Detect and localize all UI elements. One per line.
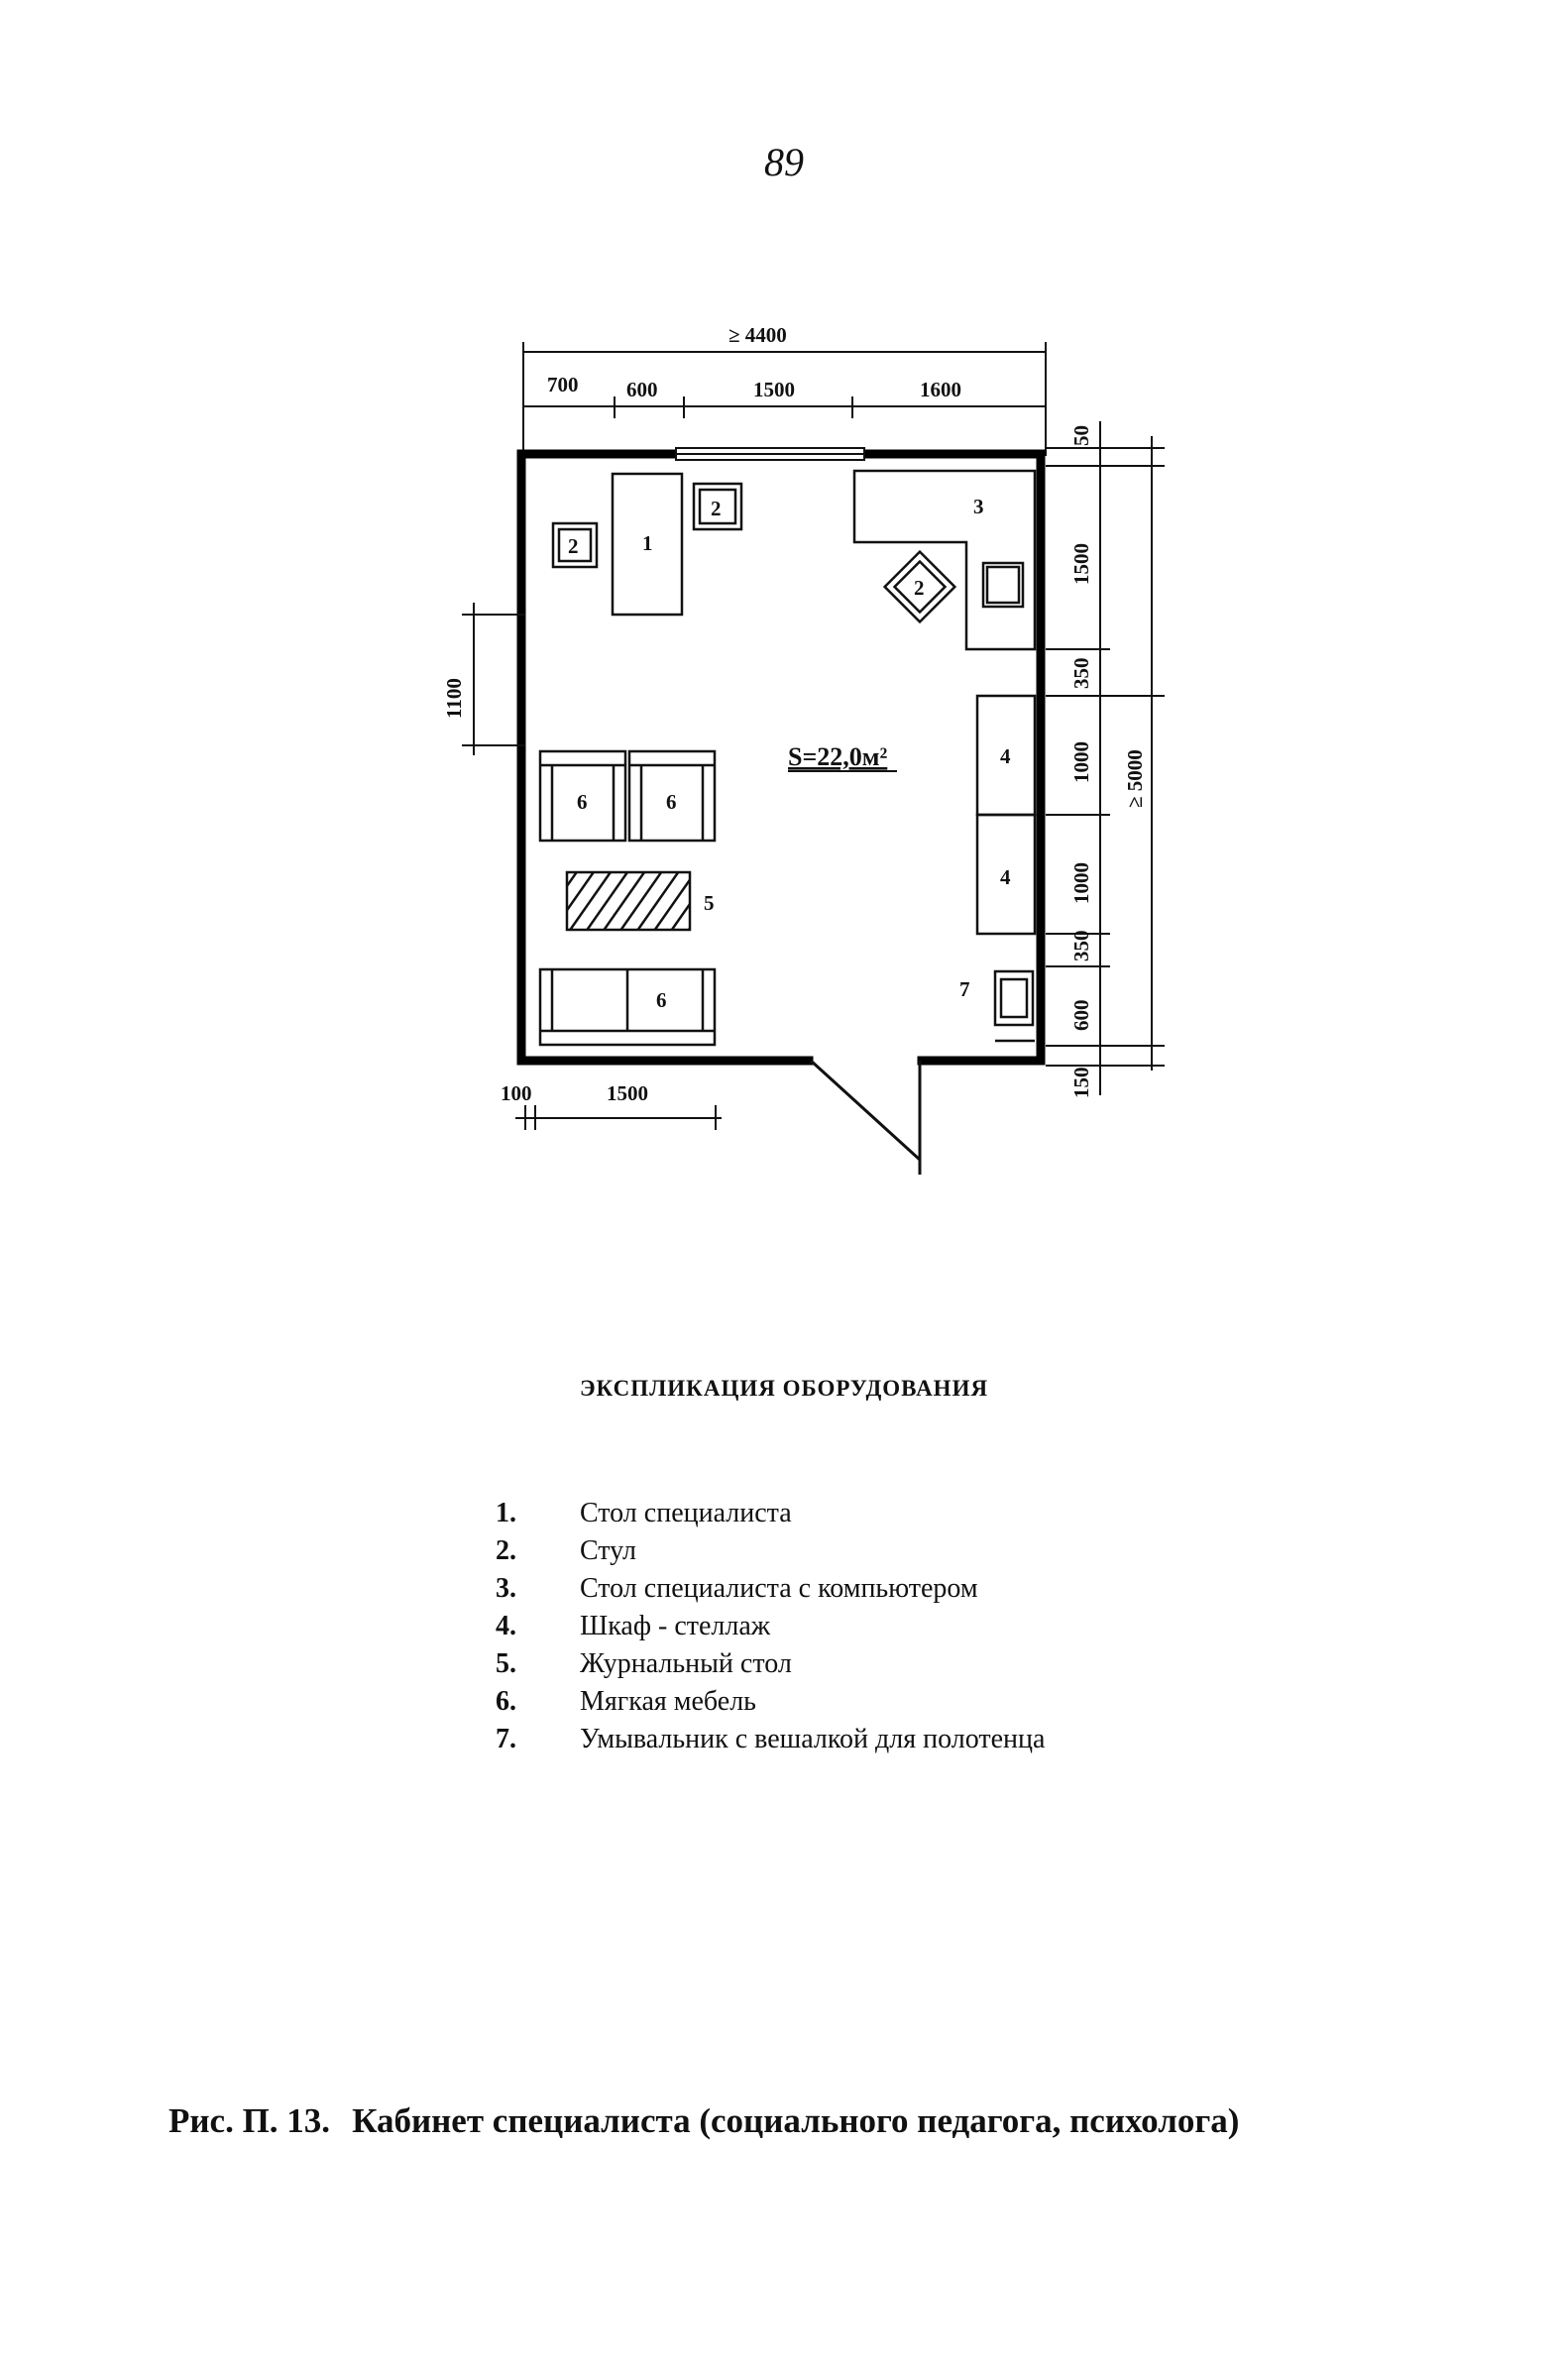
legend-list <box>496 1495 1045 1758</box>
legend-text: Мягкая мебель <box>580 1686 756 1717</box>
figure-title: Кабинет специалиста (социального педагога, психолога) <box>352 2101 1240 2140</box>
computer-desk-3 <box>854 471 1035 649</box>
dim-right-seg-3: 350 <box>1069 657 1093 689</box>
label-4-bottom: 4 <box>1000 865 1011 889</box>
dim-top-seg-3: 1500 <box>753 378 795 401</box>
legend-item <box>496 1532 1045 1570</box>
legend-text: Умывальник с вешалкой для полотенца <box>580 1724 1046 1754</box>
legend-num: 6. <box>496 1686 516 1717</box>
legend-item <box>496 1608 1045 1645</box>
door <box>811 1061 920 1175</box>
legend-num: 4. <box>496 1611 516 1641</box>
window <box>676 448 864 460</box>
legend-num: 3. <box>496 1573 516 1604</box>
dim-right-seg-6: 350 <box>1069 930 1093 961</box>
dim-total-height: ≥ 5000 <box>1123 749 1147 808</box>
legend-text: Журнальный стол <box>580 1648 792 1679</box>
label-4-top: 4 <box>1000 744 1011 768</box>
label-2-top: 2 <box>711 497 722 520</box>
legend-item <box>496 1495 1045 1532</box>
dim-right-seg-1: 50 <box>1069 425 1093 446</box>
dim-bottom-seg-1: 100 <box>501 1081 532 1105</box>
legend-num: 5. <box>496 1648 516 1679</box>
legend-text: Стол специалиста с компьютером <box>580 1573 978 1604</box>
dim-total-width: ≥ 4400 <box>728 323 787 347</box>
monitor <box>983 563 1023 607</box>
legend-item <box>496 1721 1045 1758</box>
label-2-left: 2 <box>568 534 579 558</box>
legend-num: 1. <box>496 1498 516 1528</box>
label-7: 7 <box>959 977 970 1001</box>
dim-top-seg-4: 1600 <box>920 378 961 401</box>
legend-num: 7. <box>496 1724 516 1754</box>
left-dimension <box>462 603 525 755</box>
legend-text: Стол специалиста <box>580 1498 792 1528</box>
label-6-left: 6 <box>577 790 588 814</box>
label-3: 3 <box>973 495 984 518</box>
dim-right-seg-7: 600 <box>1069 999 1093 1031</box>
room-area: S=22,0м² <box>788 742 888 771</box>
legend-title: ЭКСПЛИКАЦИЯ ОБОРУДОВАНИЯ <box>579 1376 989 1401</box>
bottom-dimensions <box>515 1105 722 1130</box>
label-6-sofa: 6 <box>656 988 667 1012</box>
dim-right-seg-4: 1000 <box>1069 741 1093 783</box>
figure-number: Рис. П. 13. <box>168 2101 331 2140</box>
coffee-table-5 <box>567 872 690 930</box>
legend-text: Шкаф - стеллаж <box>580 1611 771 1641</box>
dim-top-seg-1: 700 <box>547 373 579 396</box>
dim-right-seg-2: 1500 <box>1069 543 1093 585</box>
label-6-right: 6 <box>666 790 677 814</box>
dim-left: 1100 <box>442 678 466 719</box>
dim-right-seg-8: 150 <box>1069 1067 1093 1098</box>
legend-item <box>496 1645 1045 1683</box>
sofa <box>540 969 715 1045</box>
dim-top-seg-2: 600 <box>626 378 658 401</box>
label-5: 5 <box>704 891 715 915</box>
legend-num: 2. <box>496 1535 516 1566</box>
legend-item <box>496 1683 1045 1721</box>
right-dimensions <box>1046 421 1165 1095</box>
label-1: 1 <box>642 531 653 555</box>
legend-text: Стул <box>580 1535 636 1566</box>
figure-caption <box>168 2101 1239 2141</box>
dim-right-seg-5: 1000 <box>1069 862 1093 904</box>
legend-item <box>496 1570 1045 1608</box>
dim-bottom-seg-2: 1500 <box>607 1081 648 1105</box>
label-2-rotated: 2 <box>914 576 925 600</box>
page-number: 89 <box>764 140 804 184</box>
